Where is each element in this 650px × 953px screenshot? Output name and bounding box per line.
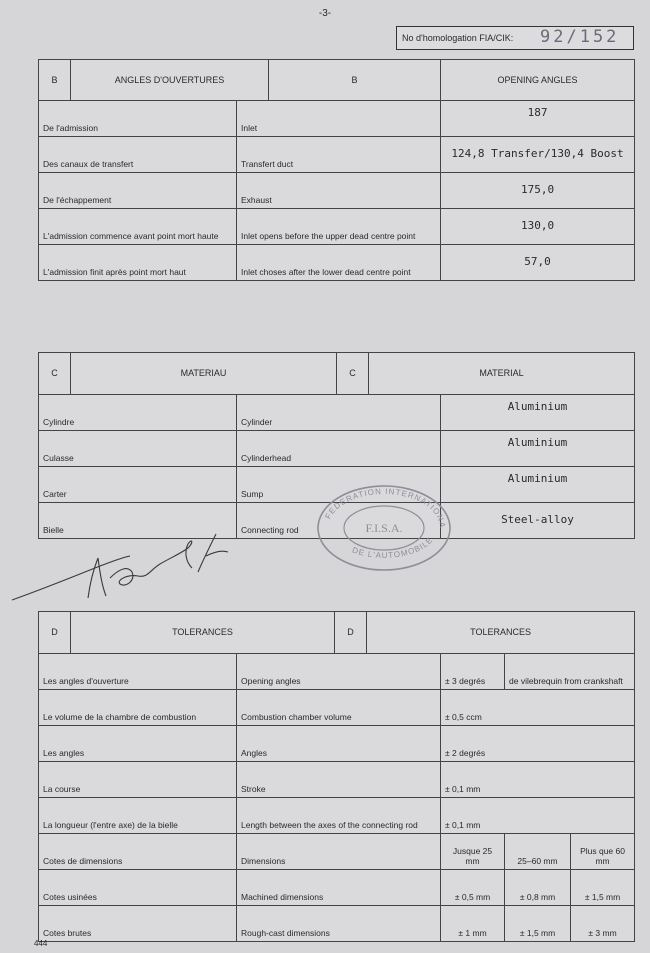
homologation-number: 92/152 xyxy=(540,27,620,47)
row-value: ± 1,5 mm xyxy=(571,870,635,906)
row-label-en: Connecting rod xyxy=(237,503,441,539)
section-d-title-en: TOLERANCES xyxy=(367,612,635,654)
row-label-fr: Culasse xyxy=(39,431,237,467)
row-value: ± 3 mm xyxy=(571,906,635,942)
row-label-en: Transfert duct xyxy=(237,137,441,173)
row-label-fr: Cotes de dimensions xyxy=(39,834,237,870)
stamp-bottom-text: DE L'AUTOMOBILE xyxy=(350,535,435,560)
row-value-note: de vilebrequin from crankshaft xyxy=(505,654,635,690)
tolerances-table xyxy=(38,611,635,942)
row-label-fr: De l'admission xyxy=(39,101,237,137)
row-label-en: Sump xyxy=(237,467,441,503)
row-label-en: Opening angles xyxy=(237,654,441,690)
homologation-box xyxy=(396,26,634,50)
row-label-en: Inlet opens before the upper dead centre point xyxy=(237,209,441,245)
row-label-fr: Les angles xyxy=(39,726,237,762)
row-value: ± 3 degrés xyxy=(441,654,505,690)
row-label-en: Cylinderhead xyxy=(237,431,441,467)
row-value: 187 xyxy=(441,101,635,137)
row-label-en: Combustion chamber volume xyxy=(237,690,441,726)
opening-angles-table xyxy=(38,59,635,281)
row-label-en: Exhaust xyxy=(237,173,441,209)
fisa-stamp xyxy=(316,484,452,572)
row-label-en: Inlet xyxy=(237,101,441,137)
page-number: -3- xyxy=(318,8,332,19)
row-value: 57,0 xyxy=(441,245,635,281)
section-b-letter-en: B xyxy=(269,60,441,101)
section-d-letter-en: D xyxy=(335,612,367,654)
section-b-letter: B xyxy=(39,60,71,101)
row-value: ± 2 degrés xyxy=(441,726,635,762)
row-value: Aluminium xyxy=(441,395,635,431)
section-b-title-fr: ANGLES D'OUVERTURES xyxy=(71,60,269,101)
row-label-en: Cylinder xyxy=(237,395,441,431)
row-value: 175,0 xyxy=(441,173,635,209)
row-value: ± 0,8 mm xyxy=(505,870,571,906)
section-b-title-en: OPENING ANGLES xyxy=(441,60,635,101)
row-label-fr: Cylindre xyxy=(39,395,237,431)
row-label-en: Inlet choses after the lower dead centre point xyxy=(237,245,441,281)
homologation-label: No d'homologation FIA/CIK: xyxy=(402,33,514,43)
row-label-fr: L'admission finit après point mort haut xyxy=(39,245,237,281)
stamp-top-text: FEDERATION INTERNATIONA xyxy=(323,486,448,529)
footer-number: 444 xyxy=(34,939,48,948)
section-c-title-fr: MATERIAU xyxy=(71,353,337,395)
row-label-en: Angles xyxy=(237,726,441,762)
row-label-fr: Bielle xyxy=(39,503,237,539)
row-value: ± 0,1 mm xyxy=(441,762,635,798)
dimension-header: Plus que 60 mm xyxy=(571,834,635,870)
row-value: ± 1,5 mm xyxy=(505,906,571,942)
row-label-fr: Carter xyxy=(39,467,237,503)
section-d-letter: D xyxy=(39,612,71,654)
row-label-fr: De l'échappement xyxy=(39,173,237,209)
row-value: ± 1 mm xyxy=(441,906,505,942)
row-label-en: Dimensions xyxy=(237,834,441,870)
row-value: ± 0,1 mm xyxy=(441,798,635,834)
row-label-fr: Cotes usinées xyxy=(39,870,237,906)
row-value: 130,0 xyxy=(441,209,635,245)
section-c-letter-en: C xyxy=(337,353,369,395)
row-label-fr: Des canaux de transfert xyxy=(39,137,237,173)
row-label-en: Rough-cast dimensions xyxy=(237,906,441,942)
section-c-letter: C xyxy=(39,353,71,395)
row-value: Aluminium xyxy=(441,431,635,467)
dimension-header: Jusque 25 mm xyxy=(441,834,505,870)
row-label-fr: Cotes brutes xyxy=(39,906,237,942)
dimension-header: 25–60 mm xyxy=(505,834,571,870)
svg-text:DE L'AUTOMOBILE xyxy=(351,535,435,560)
row-label-en: Stroke xyxy=(237,762,441,798)
row-label-fr: La longueur (l'entre axe) de la bielle xyxy=(39,798,237,834)
row-label-en: Length between the axes of the connecting rod xyxy=(237,798,441,834)
row-label-fr: Le volume de la chambre de combustion xyxy=(39,690,237,726)
stamp-center-text: F.I.S.A. xyxy=(365,521,403,535)
row-value: ± 0,5 ccm xyxy=(441,690,635,726)
row-label-fr: Les angles d'ouverture xyxy=(39,654,237,690)
row-label-fr: La course xyxy=(39,762,237,798)
row-value: 124,8 Transfer/130,4 Boost xyxy=(441,137,635,173)
section-d-title-fr: TOLERANCES xyxy=(71,612,335,654)
section-c-title-en: MATERIAL xyxy=(369,353,635,395)
row-value: ± 0,5 mm xyxy=(441,870,505,906)
signature-image xyxy=(10,528,235,613)
row-value: Aluminium xyxy=(441,467,635,503)
row-label-en: Machined dimensions xyxy=(237,870,441,906)
row-label-fr: L'admission commence avant point mort haute xyxy=(39,209,237,245)
row-value: Steel-alloy xyxy=(441,503,635,539)
